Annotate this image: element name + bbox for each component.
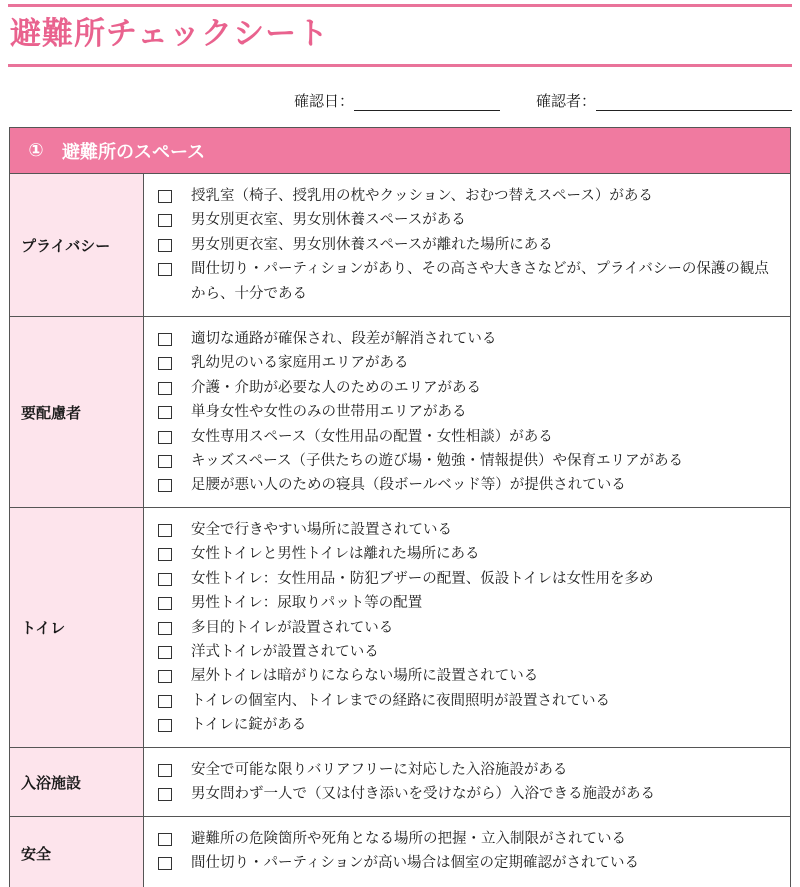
check-item — [158, 327, 780, 351]
category-items — [144, 508, 790, 747]
category-items — [144, 817, 790, 887]
check-item-text: 足腰が悪い人のための寝具（段ボールベッド等）が提供されている — [191, 477, 626, 494]
check-item — [158, 184, 780, 208]
check-item-text: 女性トイレ：女性用品・防犯ブザーの配置、仮設トイレは女性用を多め — [191, 570, 654, 587]
section-number: ① — [28, 140, 44, 161]
check-item-text: トイレの個室内、トイレまでの経路に夜間照明が設置されている — [191, 692, 611, 709]
check-item-text: 間仕切り・パーティションが高い場合は個室の定期確認がされている — [191, 855, 640, 872]
check-item — [158, 351, 780, 375]
check-item — [158, 851, 780, 875]
confirm-person — [536, 90, 792, 111]
checkbox[interactable] — [158, 455, 172, 468]
checkbox[interactable] — [158, 622, 172, 635]
check-item — [158, 827, 780, 851]
checkbox[interactable] — [158, 764, 172, 777]
check-item-text: 男女問わず一人で（又は付き添いを受けながら）入浴できる施設がある — [191, 786, 655, 803]
check-item — [158, 713, 780, 737]
check-item-text: 適切な通路が確保され、段差が解消されている — [191, 331, 497, 347]
checkbox[interactable] — [158, 382, 172, 395]
category-items — [144, 317, 790, 507]
title-rule — [8, 64, 792, 67]
confirm-date-blank[interactable] — [354, 94, 500, 111]
category-label: プライバシー — [10, 174, 144, 316]
checkbox[interactable] — [158, 719, 172, 732]
check-item-text: キッズスペース（子供たちの遊び場・勉強・情報提供）や保育エリアがある — [191, 453, 683, 470]
checkbox[interactable] — [158, 239, 172, 252]
category-toilet — [10, 508, 790, 748]
category-label: 入浴施設 — [10, 748, 144, 816]
checkbox[interactable] — [158, 670, 172, 683]
category-privacy — [10, 174, 790, 317]
check-item — [158, 400, 780, 424]
check-item-text: 単身女性や女性のみの世帯用エリアがある — [191, 404, 467, 421]
category-care — [10, 317, 790, 508]
checkbox[interactable] — [158, 788, 172, 801]
page-title: 避難所チェックシート — [10, 16, 330, 52]
check-item — [158, 425, 780, 449]
check-item-text: 男女別更衣室、男女別休養スペースが離れた場所にある — [191, 236, 553, 253]
top-rule — [8, 4, 792, 7]
check-item — [158, 591, 780, 615]
checkbox[interactable] — [158, 833, 172, 846]
check-item — [158, 640, 780, 664]
check-item — [158, 542, 780, 566]
checkbox[interactable] — [158, 597, 172, 610]
check-item — [158, 257, 780, 306]
confirm-date-label: 確認日： — [293, 92, 354, 110]
check-item-text: 授乳室（椅子、授乳用の枕やクッション、おむつ替えスペース）がある — [191, 188, 653, 204]
check-item-text: 乳幼児のいる家庭用エリアがある — [191, 355, 409, 372]
check-item — [158, 616, 780, 640]
checkbox[interactable] — [158, 190, 172, 203]
section-header — [10, 128, 790, 174]
confirm-date — [294, 90, 500, 111]
check-item — [158, 376, 780, 400]
category-bath — [10, 748, 790, 817]
check-item-text: トイレに錠がある — [191, 717, 307, 734]
check-item — [158, 689, 780, 713]
confirm-person-label: 確認者： — [535, 92, 596, 110]
check-item-text: 屋外トイレは暗がりにならない場所に設置されている — [191, 668, 539, 685]
checklist-table — [9, 127, 791, 887]
check-item — [158, 449, 780, 473]
check-item — [158, 208, 780, 232]
checkbox[interactable] — [158, 573, 172, 586]
check-item — [158, 664, 780, 688]
category-label: トイレ — [10, 508, 144, 747]
check-item-text: 男性トイレ：尿取りパット等の配置 — [191, 595, 423, 612]
category-items — [144, 748, 790, 816]
checkbox[interactable] — [158, 214, 172, 227]
checkbox[interactable] — [158, 524, 172, 537]
check-item — [158, 782, 780, 806]
check-item-text: 洋式トイレが設置されている — [191, 644, 379, 661]
check-item-text: 安全で可能な限りバリアフリーに対応した入浴施設がある — [191, 762, 568, 778]
checkbox[interactable] — [158, 548, 172, 561]
checkbox[interactable] — [158, 857, 172, 870]
check-item-text: 介護・介助が必要な人のためのエリアがある — [191, 379, 481, 396]
category-label: 安全 — [10, 817, 144, 887]
checkbox[interactable] — [158, 646, 172, 659]
check-item-text: 間仕切り・パーティションがあり、その高さや大きさなどが、プライバシーの保護の観点から、十分である — [191, 261, 769, 302]
checkbox[interactable] — [158, 263, 172, 276]
check-item — [158, 233, 780, 257]
check-item — [158, 567, 780, 591]
check-item-text: 多目的トイレが設置されている — [191, 619, 394, 636]
checkbox[interactable] — [158, 695, 172, 708]
check-item-text: 安全で行きやすい場所に設置されている — [191, 522, 452, 538]
confirm-row — [294, 90, 792, 111]
section-title: 避難所のスペース — [62, 141, 206, 163]
check-item-text: 避難所の危険箇所や死角となる場所の把握・立入制限がされている — [191, 831, 626, 847]
check-item-text: 男女別更衣室、男女別休養スペースがある — [191, 212, 466, 229]
confirm-person-blank[interactable] — [596, 94, 792, 111]
category-safety — [10, 817, 790, 887]
category-items — [144, 174, 790, 316]
checkbox[interactable] — [158, 333, 172, 346]
check-item — [158, 758, 780, 782]
category-label: 要配慮者 — [10, 317, 144, 507]
checkbox[interactable] — [158, 479, 172, 492]
check-item — [158, 518, 780, 542]
check-item — [158, 473, 780, 497]
check-item-text: 女性専用スペース（女性用品の配置・女性相談）がある — [191, 428, 553, 445]
check-item-text: 女性トイレと男性トイレは離れた場所にある — [191, 546, 480, 563]
checkbox[interactable] — [158, 431, 172, 444]
checkbox[interactable] — [158, 406, 172, 419]
checkbox[interactable] — [158, 357, 172, 370]
